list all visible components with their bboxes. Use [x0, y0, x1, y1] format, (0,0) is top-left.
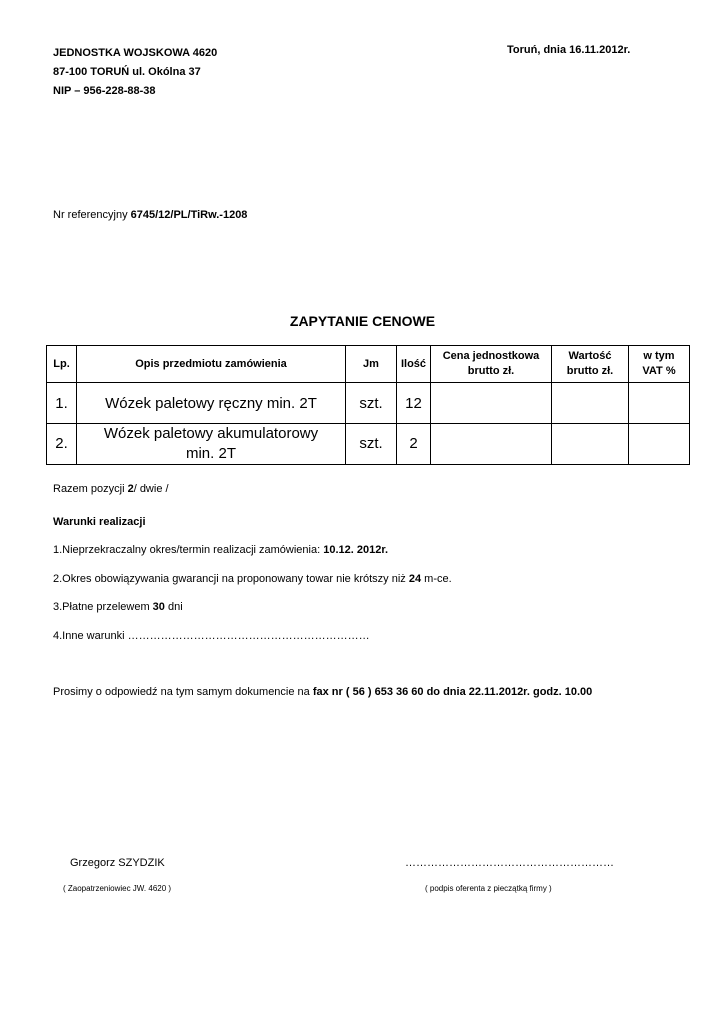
cell-vat[interactable] [629, 424, 690, 465]
cell-jm: szt. [346, 383, 397, 424]
table-header-row [47, 346, 690, 383]
condition-1: 1.Nieprzekraczalny okres/termin realizacji zamówienia: 10.12. 2012r. [53, 544, 389, 556]
cell-wartosc[interactable] [552, 383, 629, 424]
org-nip: NIP – 956-228-88-38 [53, 85, 156, 97]
header-ilosc: Ilość [397, 346, 431, 383]
cell-ilosc: 2 [397, 424, 431, 465]
header-cena: Cena jednostkowa brutto zł. [431, 346, 552, 383]
request-line: Prosimy o odpowiedź na tym samym dokumencie na fax nr ( 56 ) 653 36 60 do dnia 22.11.2012r. godz. 10.00 [53, 686, 593, 698]
condition-3: 3.Płatne przelewem 30 dni [53, 601, 183, 613]
condition-2: 2.Okres obowiązywania gwarancji na proponowany towar nie krótszy niż 24 m-ce. [53, 573, 452, 585]
cell-cena[interactable] [431, 424, 552, 465]
document-title: ZAPYTANIE CENOWE [289, 313, 436, 329]
conditions-heading: Warunki realizacji [53, 516, 146, 528]
reference-label: Nr referencyjny [53, 209, 131, 221]
signatory-role: ( Zaopatrzeniowiec JW. 4620 ) [63, 884, 172, 893]
signatory-name: Grzegorz SZYDZIK [70, 857, 165, 869]
cell-lp: 2. [47, 424, 77, 465]
header-opis: Opis przedmiotu zamówienia [77, 346, 346, 383]
cell-cena[interactable] [431, 383, 552, 424]
cell-lp: 1. [47, 383, 77, 424]
organization-header [53, 44, 217, 101]
cell-opis: Wózek paletowy akumulatorowy min. 2T [77, 424, 346, 465]
table-row [47, 424, 690, 465]
bidder-signature-note: ( podpis oferenta z pieczątką firmy ) [425, 884, 552, 893]
reference-value: 6745/12/PL/TiRw.-1208 [130, 209, 248, 221]
cell-opis: Wózek paletowy ręczny min. 2T [77, 383, 346, 424]
bidder-signature-line: ………………………………………………… [405, 857, 614, 869]
header-lp: Lp. [47, 346, 77, 383]
org-address: 87-100 TORUŃ ul. Okólna 37 [53, 66, 201, 78]
cell-jm: szt. [346, 424, 397, 465]
header-wartosc: Wartość brutto zł. [552, 346, 629, 383]
cell-wartosc[interactable] [552, 424, 629, 465]
org-name: JEDNOSTKA WOJSKOWA 4620 [53, 47, 218, 59]
items-table [46, 345, 690, 465]
header-jm: Jm [346, 346, 397, 383]
summary-line: Razem pozycji 2/ dwie / [53, 483, 169, 495]
reference-number [53, 209, 247, 221]
cell-ilosc: 12 [397, 383, 431, 424]
header-vat: w tym VAT % [629, 346, 690, 383]
cell-vat[interactable] [629, 383, 690, 424]
condition-4: 4.Inne warunki ………………………………………………………… [53, 630, 370, 642]
document-date: Toruń, dnia 16.11.2012r. [507, 44, 631, 56]
table-row [47, 383, 690, 424]
